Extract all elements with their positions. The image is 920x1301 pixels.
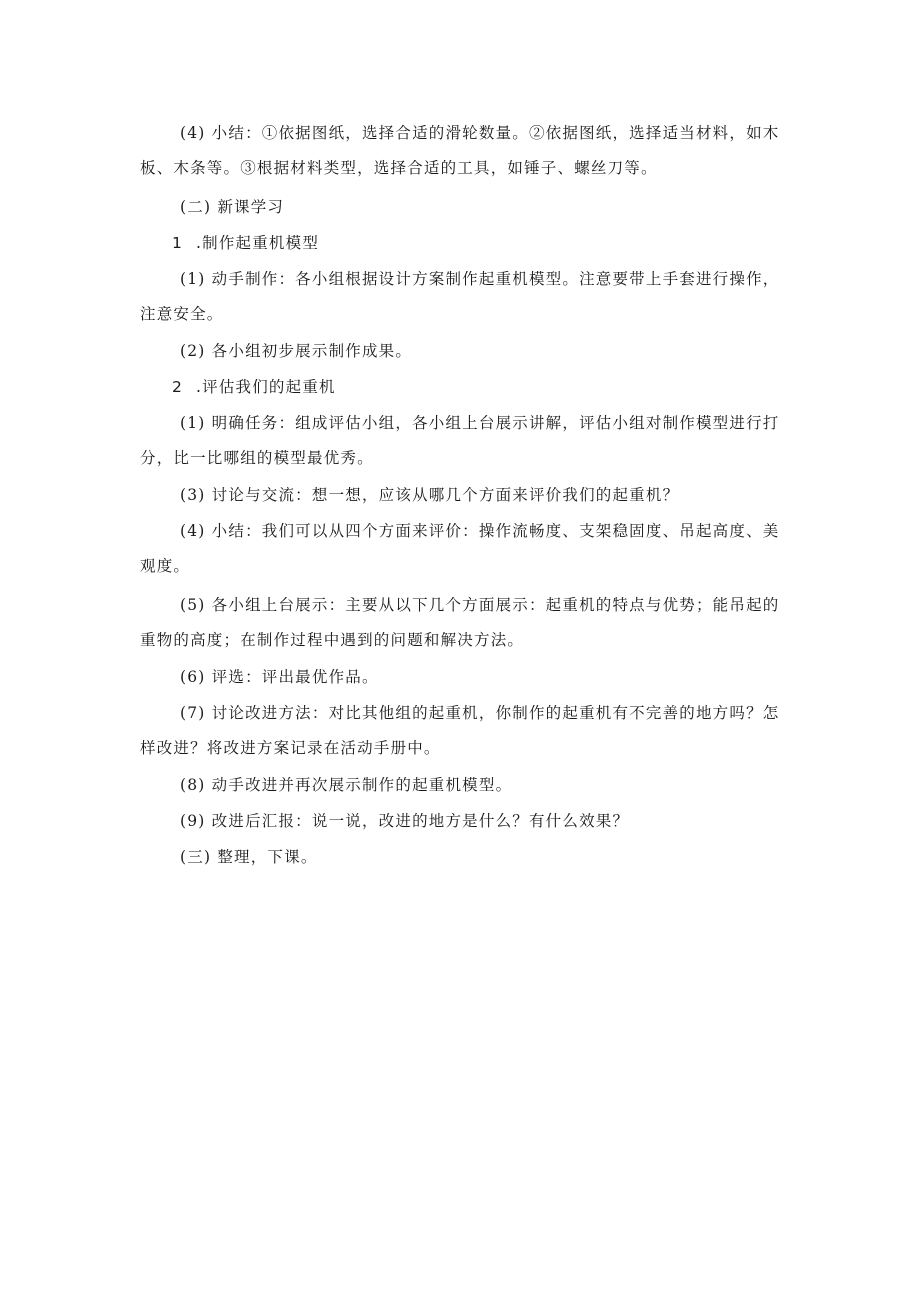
subsection-heading-evaluate — [172, 370, 336, 405]
paragraph-hands-on-1: (1) 动手制作：各小组根据设计方案制作起重机模型。注意要带上手套进行操作，注意安全。 — [140, 270, 780, 323]
section-heading-wrap-up: (三) 整理，下课。 — [180, 848, 318, 866]
paragraph-select-6: (6) 评选：评出最优作品。 — [180, 668, 379, 686]
subsection-heading-make-model — [172, 226, 319, 261]
subsection-number: 1 — [172, 234, 184, 252]
subsection-title: .制作起重机模型 — [196, 234, 320, 252]
paragraph-present-5: (5) 各小组上台展示：主要从以下几个方面展示：起重机的特点与优势；能吊起的重物的高度；在制作过程中遇到的问题和解决方法。 — [140, 596, 780, 649]
subsection-title: .评估我们的起重机 — [196, 378, 336, 396]
section-heading-new-lesson: (二) 新课学习 — [180, 198, 285, 216]
paragraph-improve-7: (7) 讨论改进方法：对比其他组的起重机，你制作的起重机有不完善的地方吗？怎样改进？将改进方案记录在活动手册中。 — [140, 704, 780, 757]
paragraph-report-9: (9) 改进后汇报：说一说，改进的地方是什么？有什么效果？ — [180, 812, 630, 830]
paragraph-summary-eval-4: (4) 小结：我们可以从四个方面来评价：操作流畅度、支架稳固度、吊起高度、美观度。 — [140, 522, 780, 575]
paragraph-summary-4: (4) 小结：①依据图纸，选择合适的滑轮数量。②依据图纸，选择适当材料，如木板、木条等。③根据材料类型，选择合适的工具，如锤子、螺丝刀等。 — [140, 124, 780, 177]
paragraph-task-1: (1) 明确任务：组成评估小组，各小组上台展示讲解，评估小组对制作模型进行打分，比一比哪组的模型最优秀。 — [140, 414, 780, 467]
subsection-number: 2 — [172, 378, 184, 396]
paragraph-rework-8: (8) 动手改进并再次展示制作的起重机模型。 — [180, 776, 513, 794]
paragraph-show-results-2: (2) 各小组初步展示制作成果。 — [180, 342, 413, 360]
paragraph-discuss-3: (3) 讨论与交流：想一想，应该从哪几个方面来评价我们的起重机？ — [180, 486, 680, 504]
